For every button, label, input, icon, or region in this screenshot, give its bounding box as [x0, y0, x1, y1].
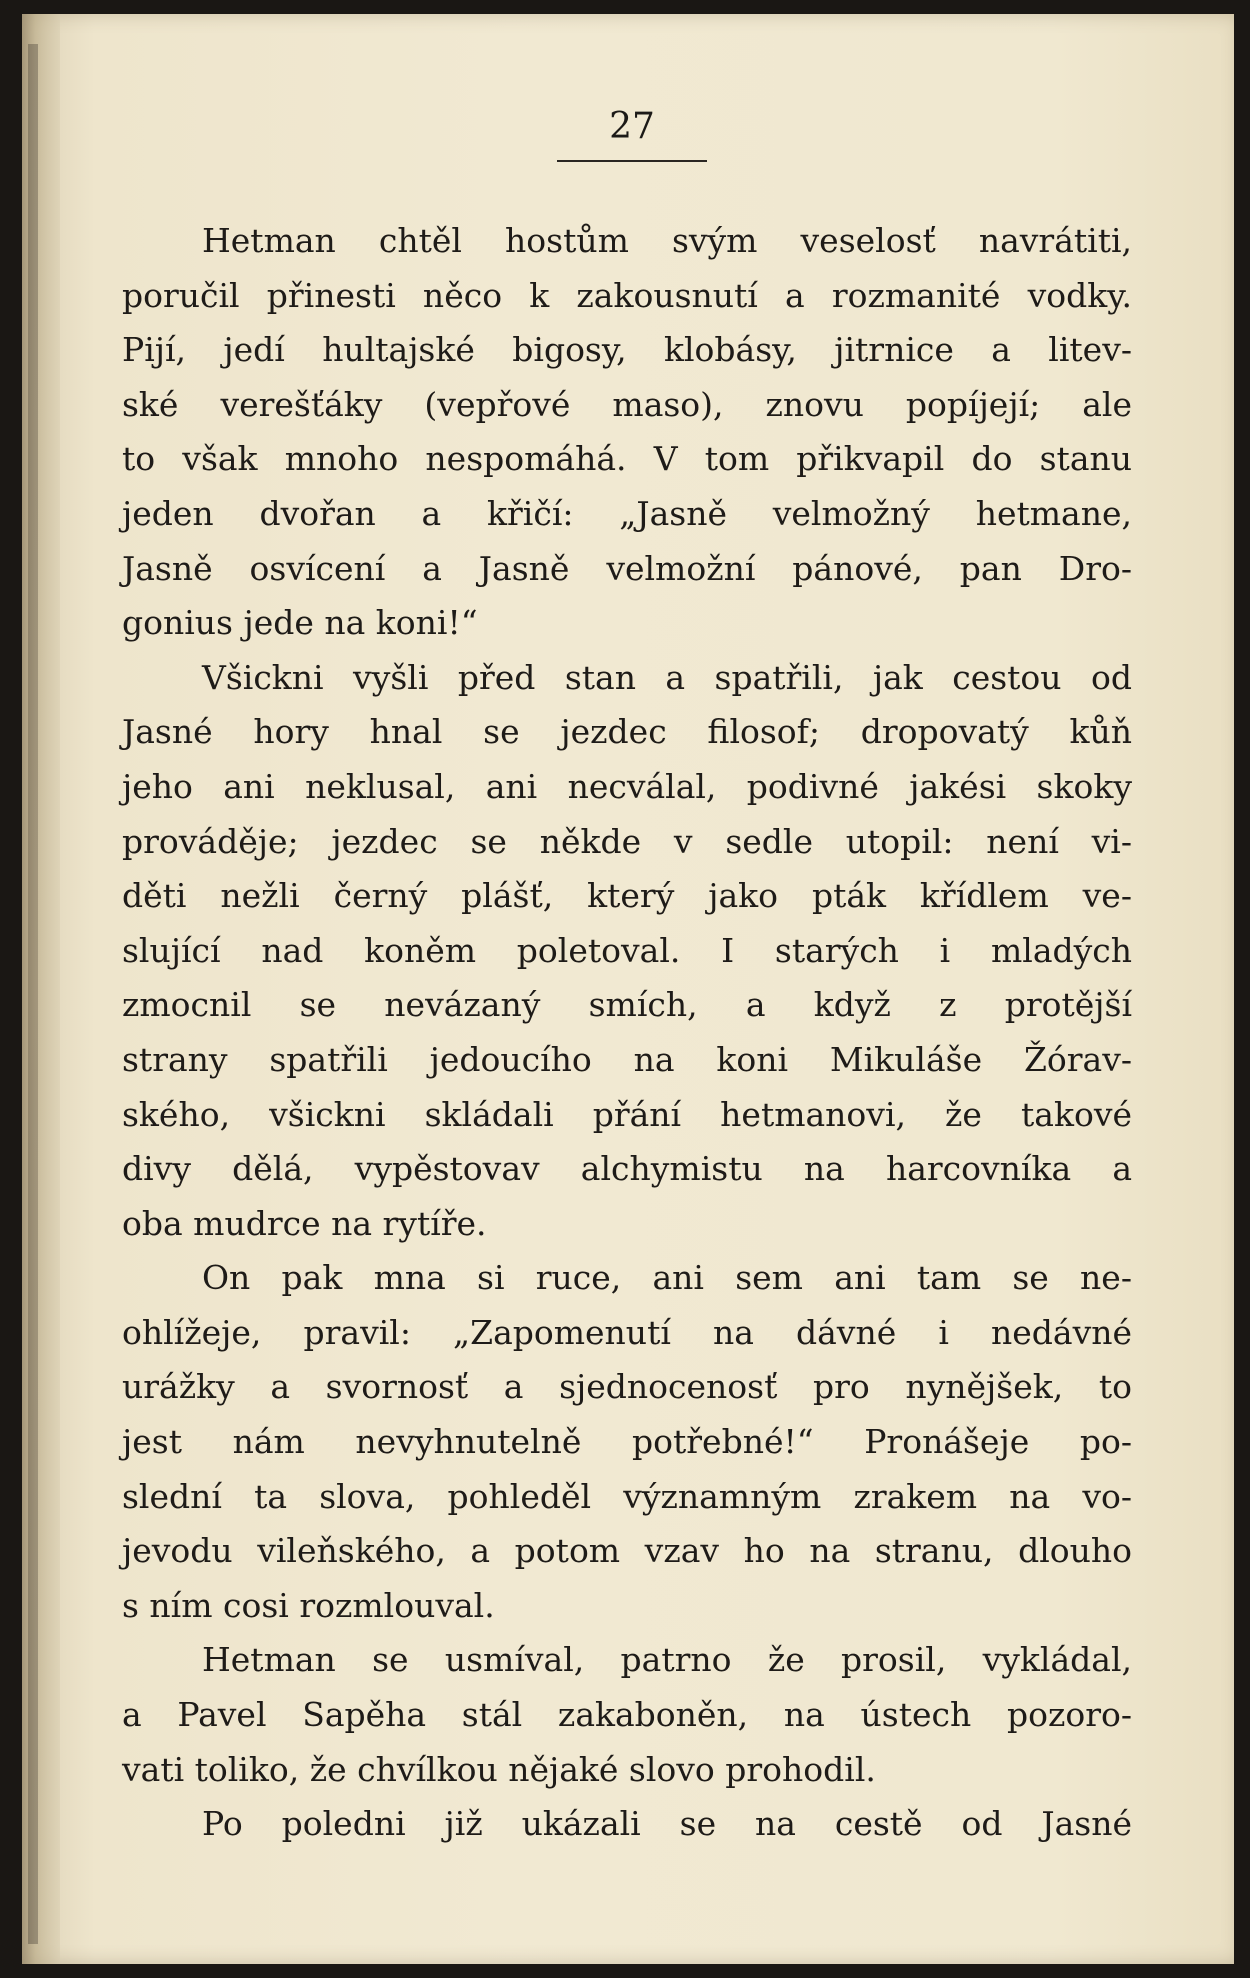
text-line: prováděje; jezdec se někde v sedle utopil: není vi-: [122, 821, 1132, 861]
text-line: slující nad koněm poletoval. I starých i mladých: [122, 930, 1132, 970]
text-line: zmocnil se nevázaný smích, a když z protější: [122, 985, 1132, 1025]
text-line: ské verešťáky (vepřové maso), znovu popíjejí; ale: [122, 384, 1132, 424]
text-line: jest nám nevyhnutelně potřebné!“ Pronášeje po-: [122, 1422, 1132, 1462]
text-line: oba mudrce na rytíře.: [122, 1203, 487, 1243]
paragraph: [122, 214, 1132, 651]
text-line: Všickni vyšli před stan a spatřili, jak cestou od: [202, 657, 1132, 697]
page-number-rule: [557, 160, 707, 162]
text-line: ského, všickni skládali přání hetmanovi, že takové: [122, 1094, 1132, 1134]
text-line: On pak mna si ruce, ani sem ani tam se ne-: [202, 1258, 1132, 1298]
text-line: to však mnoho nespomáhá. V tom přikvapil do stanu: [122, 439, 1132, 479]
text-line: a Pavel Sapěha stál zakaboněn, na ústech pozoro-: [122, 1695, 1132, 1735]
text-line: jeden dvořan a křičí: „Jasně velmožný hetmane,: [122, 493, 1132, 533]
text-line: divy dělá, vypěstovav alchymistu na harcovníka a: [122, 1149, 1132, 1189]
text-line: ohlížeje, pravil: „Zapomenutí na dávné i nedávné: [122, 1312, 1132, 1352]
text-line: slední ta slova, pohleděl významným zrakem na vo-: [122, 1476, 1132, 1516]
text-line: Hetman chtěl hostům svým veselosť navrátiti,: [202, 221, 1132, 260]
book-page: [22, 14, 1234, 1964]
page-edge: [28, 44, 38, 1944]
text-line: urážky a svornosť a sjednocenosť pro nynějšek, to: [122, 1367, 1132, 1407]
text-line: Jasné hory hnal se jezdec filosof; dropovatý kůň: [122, 712, 1132, 752]
text-line: Pijí, jedí hultajské bigosy, klobásy, jitrnice a litev-: [122, 330, 1132, 370]
text-line: poručil přinesti něco k zakousnutí a rozmanité vodky.: [122, 275, 1132, 315]
text-line: s ním cosi rozmlouval.: [122, 1585, 495, 1625]
paragraph: [122, 1797, 1132, 1852]
text-line: děti nežli černý plášť, který jako pták křídlem ve-: [122, 876, 1132, 916]
text-line: gonius jede na koni!“: [122, 603, 478, 643]
text-line: jevodu vileňského, a potom vzav ho na stranu, dlouho: [122, 1531, 1132, 1571]
text-line: jeho ani neklusal, ani necválal, podivné jakési skoky: [122, 766, 1132, 806]
paragraph: [122, 651, 1132, 1252]
text-line: vati toliko, že chvílkou nějaké slovo prohodil.: [122, 1749, 876, 1789]
page-number: 27: [609, 106, 655, 147]
text-line: strany spatřili jedoucího na koni Mikuláše Žórav-: [122, 1039, 1132, 1079]
paragraph: [122, 1633, 1132, 1797]
text-line: Hetman se usmíval, patrno že prosil, vykládal,: [202, 1640, 1132, 1680]
text-line: Jasně osvícení a Jasně velmožní pánové, pan Dro-: [122, 548, 1132, 588]
body-text: [122, 214, 1132, 1852]
paragraph: [122, 1251, 1132, 1633]
text-line: Po poledni již ukázali se na cestě od Jasné: [202, 1804, 1132, 1844]
